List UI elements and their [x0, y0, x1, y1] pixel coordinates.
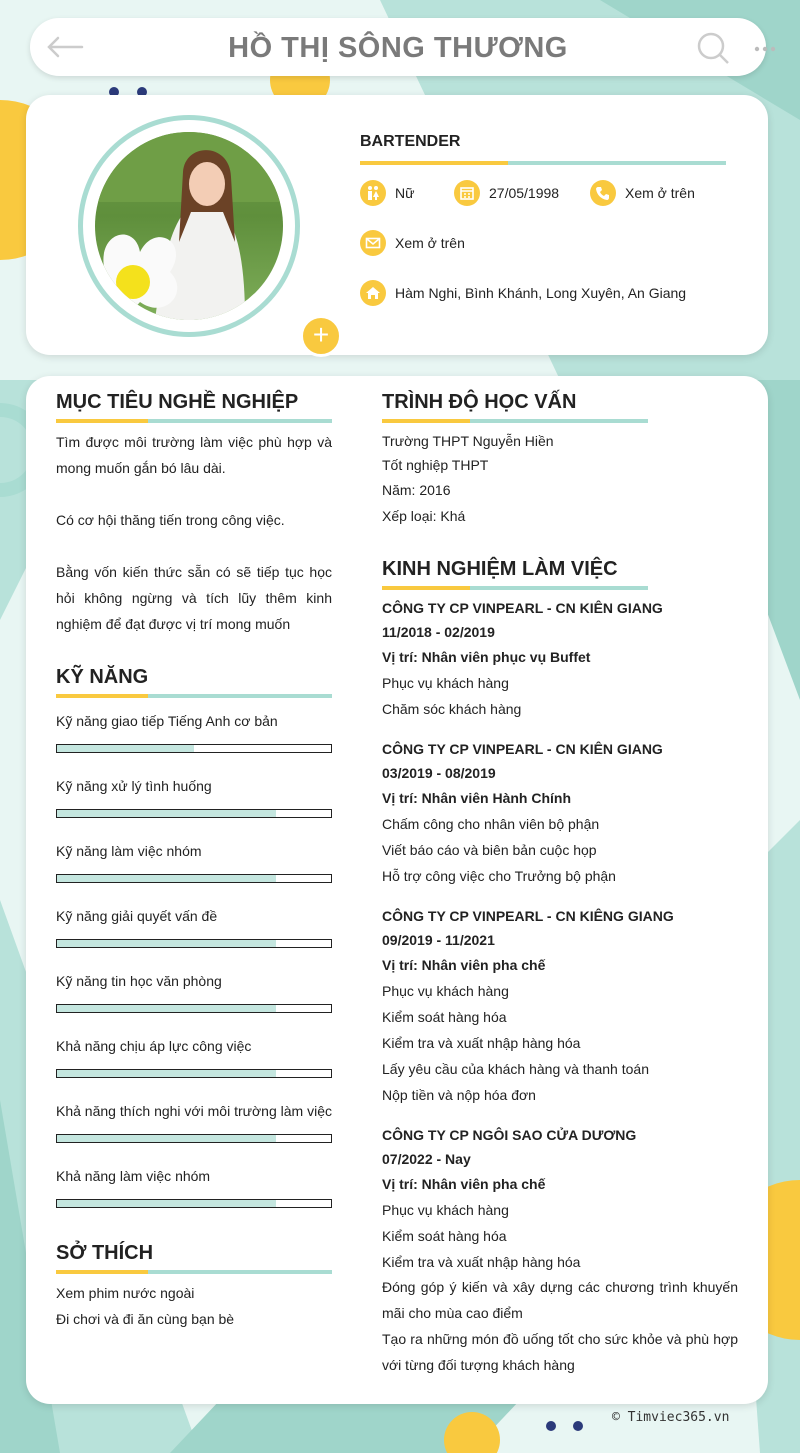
job-task: Hỗ trợ công việc cho Trưởng bộ phận	[382, 868, 616, 884]
gender-info	[360, 180, 414, 206]
job-task: Tạo ra những món đồ uống tốt cho sức khỏe và phù hợp với từng đối tượng khách hàng	[382, 1331, 738, 1373]
phone-value: Xem ở trên	[625, 185, 695, 201]
phone-icon	[590, 180, 616, 206]
objective-underline	[56, 419, 332, 423]
page-title: HỒ THỊ SÔNG THƯƠNG	[228, 32, 568, 64]
address-value: Hàm Nghi, Bình Khánh, Long Xuyên, An Giang	[395, 285, 687, 301]
job-company: CÔNG TY CP VINPEARL - CN KIÊN GIANG	[382, 741, 663, 757]
skill-bar	[56, 744, 332, 753]
phone-info	[590, 180, 695, 206]
skill-bar	[56, 874, 332, 883]
job-task: Phục vụ khách hàng	[382, 675, 509, 691]
avatar	[95, 132, 283, 320]
skill-bar	[56, 1134, 332, 1143]
email-icon	[360, 230, 386, 256]
job-company: CÔNG TY CP VINPEARL - CN KIÊNG GIANG	[382, 908, 674, 924]
skill-label: Kỹ năng làm việc nhóm	[56, 843, 202, 859]
job-position: Vị trí: Nhân viên Hành Chính	[382, 790, 572, 806]
gender-value: Nữ	[395, 185, 415, 201]
avatar-frame	[78, 115, 330, 350]
address-info	[360, 280, 686, 306]
skill-label: Kỹ năng giao tiếp Tiếng Anh cơ bản	[56, 713, 278, 729]
cv-content-card	[26, 376, 768, 1404]
job-task: Viết báo cáo và biên bản cuộc họp	[382, 842, 597, 858]
copyright-notice: © Timviec365.vn	[612, 1410, 730, 1425]
gender-icon	[360, 180, 386, 206]
job-company: CÔNG TY CP NGÔI SAO CỬA DƯƠNG	[382, 1127, 637, 1143]
job-period: 09/2019 - 11/2021	[382, 932, 495, 948]
hobby-item: Đi chơi và đi ăn cùng bạn bè	[56, 1311, 235, 1327]
job-task: Chăm sóc khách hàng	[382, 701, 522, 717]
education-underline	[382, 419, 648, 423]
search-icon[interactable]	[696, 31, 730, 70]
objective-paragraph-3: Bằng vốn kiến thức sẵn có sẽ tiếp tục học hỏi không ngừng và tích lũy thêm kinh nghiệm để đạt được vị trí mong muốn	[56, 564, 332, 632]
job-task: Nộp tiền và nộp hóa đơn	[382, 1087, 536, 1103]
experience-title: KINH NGHIỆM LÀM VIỆC	[382, 558, 618, 580]
job-position: Vị trí: Nhân viên pha chế	[382, 1176, 546, 1192]
add-photo-button[interactable]: +	[300, 315, 342, 357]
objective-title: MỤC TIÊU NGHỀ NGHIỆP	[56, 391, 299, 413]
job-task: Chấm công cho nhân viên bộ phận	[382, 816, 600, 832]
education-line: Xếp loại: Khá	[382, 508, 466, 524]
skill-bar	[56, 1199, 332, 1208]
hobbies-underline	[56, 1270, 332, 1274]
education-line: Tốt nghiệp THPT	[382, 457, 489, 473]
skill-bar	[56, 809, 332, 818]
skill-label: Khả năng chịu áp lực công việc	[56, 1038, 252, 1054]
objective-paragraph-1: Tìm được môi trường làm việc phù hợp và mong muốn gắn bó lâu dài.	[56, 434, 332, 476]
job-period: 11/2018 - 02/2019	[382, 624, 495, 640]
skill-bar	[56, 939, 332, 948]
skill-label: Kỹ năng tin học văn phòng	[56, 973, 222, 989]
job-position: Vị trí: Nhân viên pha chế	[382, 957, 546, 973]
job-task: Kiểm soát hàng hóa	[382, 1009, 507, 1025]
hobbies-title: SỞ THÍCH	[56, 1242, 154, 1264]
skills-underline	[56, 694, 332, 698]
skill-bar	[56, 1069, 332, 1078]
top-bar	[30, 18, 766, 76]
calendar-icon	[454, 180, 480, 206]
job-task: Phục vụ khách hàng	[382, 983, 509, 999]
objective-paragraph-2: Có cơ hội thăng tiến trong công việc.	[56, 512, 285, 528]
more-options-icon[interactable]	[754, 40, 776, 58]
job-task: Đóng góp ý kiến và xây dựng các chương trình khuyến mãi cho mùa cao điểm	[382, 1279, 738, 1321]
birthday-value: 27/05/1998	[489, 185, 560, 201]
job-period: 03/2019 - 08/2019	[382, 765, 496, 781]
hobby-item: Xem phim nước ngoài	[56, 1285, 195, 1301]
job-task: Phục vụ khách hàng	[382, 1202, 509, 1218]
skills-title: KỸ NĂNG	[56, 666, 149, 688]
job-company: CÔNG TY CP VINPEARL - CN KIÊN GIANG	[382, 600, 663, 616]
skill-label: Kỹ năng giải quyết vấn đề	[56, 908, 218, 924]
education-line: Trường THPT Nguyễn Hiền	[382, 433, 554, 449]
skill-label: Khả năng làm việc nhóm	[56, 1168, 211, 1184]
job-task: Kiểm tra và xuất nhập hàng hóa	[382, 1035, 581, 1051]
job-period: 07/2022 - Nay	[382, 1151, 471, 1167]
birthday-info	[454, 180, 559, 206]
experience-underline	[382, 586, 648, 590]
home-icon	[360, 280, 386, 306]
job-task: Kiểm soát hàng hóa	[382, 1228, 507, 1244]
skill-label: Kỹ năng xử lý tình huống	[56, 778, 212, 794]
skill-bar	[56, 1004, 332, 1013]
job-task: Lấy yêu cầu của khách hàng và thanh toán	[382, 1061, 649, 1077]
job-title-underline	[360, 161, 726, 165]
profile-card	[26, 95, 768, 355]
job-title: BARTENDER	[360, 133, 461, 150]
job-position: Vị trí: Nhân viên phục vụ Buffet	[382, 649, 591, 665]
education-line: Năm: 2016	[382, 482, 451, 498]
email-info	[360, 230, 465, 256]
job-task: Kiểm tra và xuất nhập hàng hóa	[382, 1254, 581, 1270]
education-title: TRÌNH ĐỘ HỌC VẤN	[382, 391, 577, 413]
email-value: Xem ở trên	[395, 235, 465, 251]
skill-label: Khả năng thích nghi với môi trường làm việc	[56, 1103, 332, 1119]
